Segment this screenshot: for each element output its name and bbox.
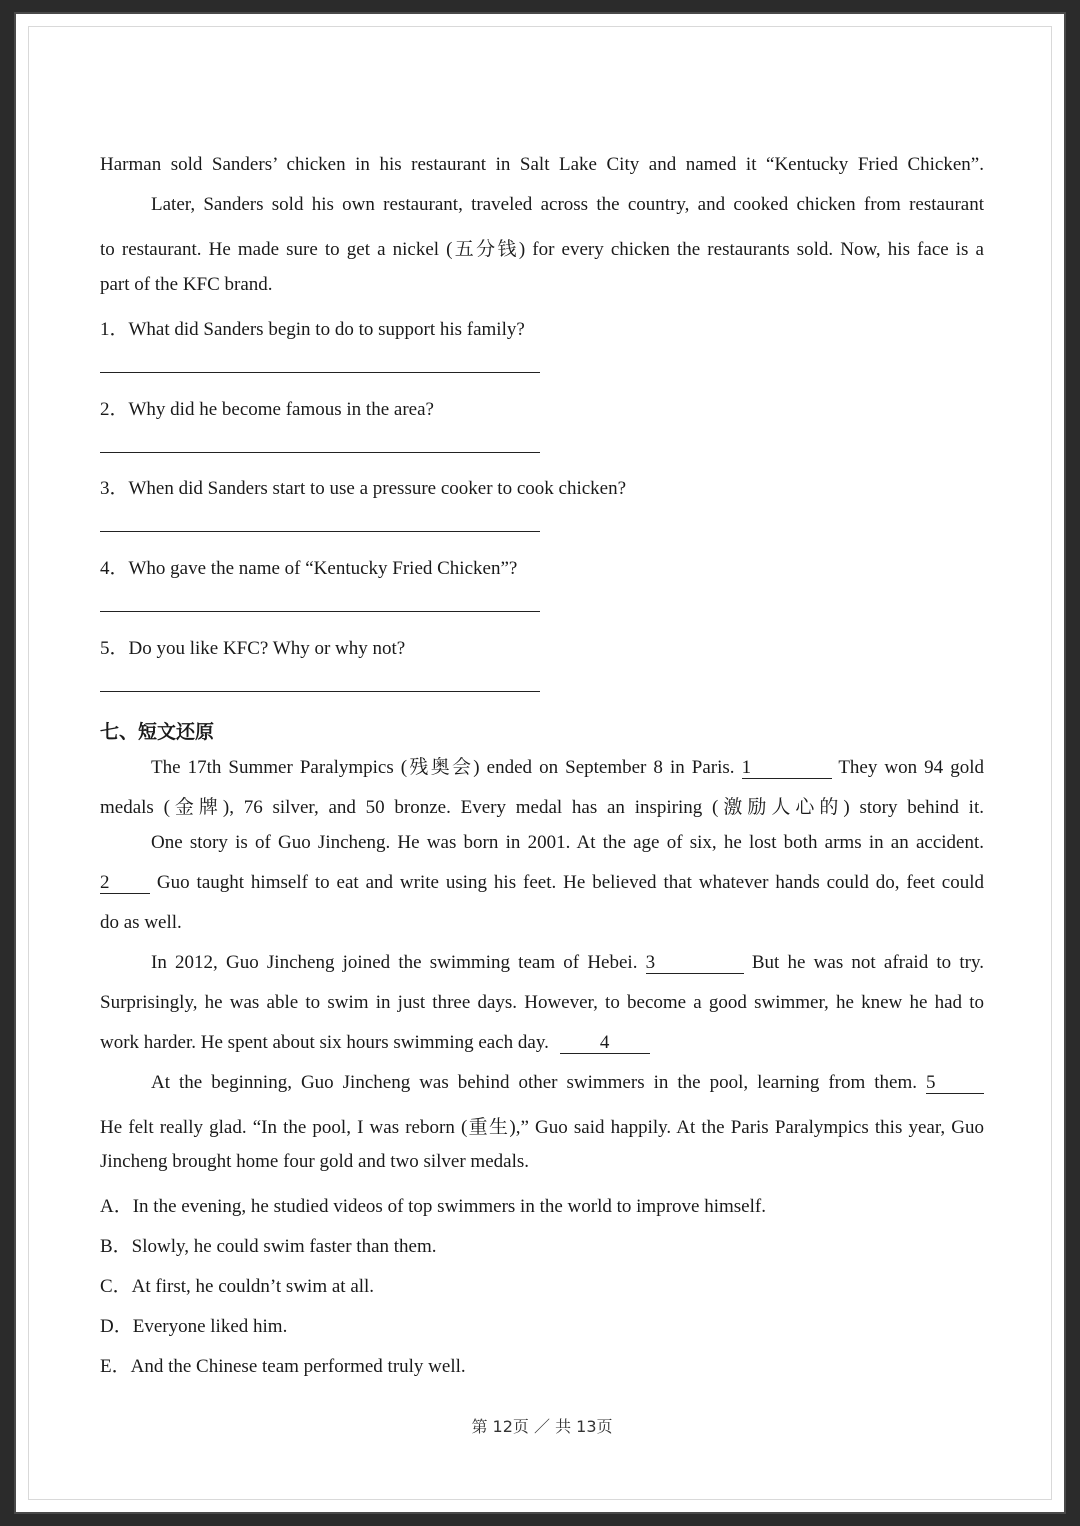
- passage-text: Guo taught himself to eat and write using his feet. He believed that whatever hands could do, feet could: [156, 872, 984, 893]
- answer-line-5[interactable]: [100, 691, 540, 692]
- blank-5[interactable]: 5: [926, 1073, 984, 1094]
- passage-line: [100, 752, 984, 779]
- passage-text: In 2012, Guo Jincheng joined the swimming team of Hebei.: [151, 952, 638, 973]
- passage-line: Jincheng brought home four gold and two silver medals.: [100, 1151, 530, 1172]
- question-2: 2．Why did he become famous in the area?: [100, 399, 434, 420]
- option-e: E．And the Chinese team performed truly well.: [100, 1356, 466, 1377]
- passage-line: [100, 1072, 984, 1094]
- passage-text: They won 94 gold: [838, 757, 984, 778]
- answer-line-2[interactable]: [100, 452, 540, 453]
- passage-text: But he was not afraid to try.: [751, 952, 985, 973]
- question-5: 5．Do you like KFC? Why or why not?: [100, 638, 406, 659]
- passage-text: The 17th Summer Paralympics (残奥会) ended on September 8 in Paris.: [151, 757, 735, 778]
- passage-text: work harder. He spent about six hours swimming each day.: [100, 1032, 549, 1053]
- passage-line: [100, 872, 984, 894]
- page-frame: [14, 12, 1066, 1514]
- answer-line-3[interactable]: [100, 531, 540, 532]
- option-a: A．In the evening, he studied videos of top swimmers in the world to improve himself.: [100, 1196, 766, 1217]
- question-1: 1．What did Sanders begin to do to support his family?: [100, 319, 525, 340]
- answer-line-1[interactable]: [100, 372, 540, 373]
- blank-2[interactable]: 2: [100, 873, 150, 894]
- page-footer: 第 12页 ／ 共 13页: [471, 1417, 613, 1436]
- passage-line: He felt really glad. “In the pool, I was reborn (重生),” Guo said happily. At the Paris Paralympics this year, Guo: [100, 1117, 984, 1138]
- blank-3[interactable]: 3: [646, 953, 744, 974]
- passage-line: part of the KFC brand.: [100, 274, 273, 295]
- blank-1[interactable]: 1: [742, 758, 832, 779]
- passage-text: At the beginning, Guo Jincheng was behind other swimmers in the pool, learning from them.: [151, 1072, 918, 1093]
- option-d: D．Everyone liked him.: [100, 1316, 288, 1337]
- option-c: C．At first, he couldn’t swim at all.: [100, 1276, 375, 1297]
- passage-line: One story is of Guo Jincheng. He was born in 2001. At the age of six, he lost both arms in an accident.: [151, 832, 984, 853]
- passage-line: Harman sold Sanders’ chicken in his restaurant in Salt Lake City and named it “Kentucky Fried Chicken”.: [100, 154, 984, 175]
- passage-line: [100, 952, 984, 974]
- passage-line: Later, Sanders sold his own restaurant, traveled across the country, and cooked chicken from restaurant: [151, 194, 984, 215]
- question-4: 4．Who gave the name of “Kentucky Fried Chicken”?: [100, 558, 518, 579]
- passage-line: Surprisingly, he was able to swim in just three days. However, to become a good swimmer, he knew he had to: [100, 992, 984, 1013]
- passage-line: medals (金牌), 76 silver, and 50 bronze. Every medal has an inspiring (激励人心的) story behind it.: [100, 797, 984, 818]
- answer-line-4[interactable]: [100, 611, 540, 612]
- blank-4[interactable]: 4: [560, 1033, 650, 1054]
- question-3: 3．When did Sanders start to use a pressure cooker to cook chicken?: [100, 478, 627, 499]
- passage-line: do as well.: [100, 912, 182, 933]
- passage-line: [100, 1032, 650, 1054]
- option-b: B．Slowly, he could swim faster than them.: [100, 1236, 437, 1257]
- passage-line: to restaurant. He made sure to get a nickel (五分钱) for every chicken the restaurants sold. Now, his face is a: [100, 239, 984, 260]
- section-heading: 七、短文还原: [100, 721, 215, 743]
